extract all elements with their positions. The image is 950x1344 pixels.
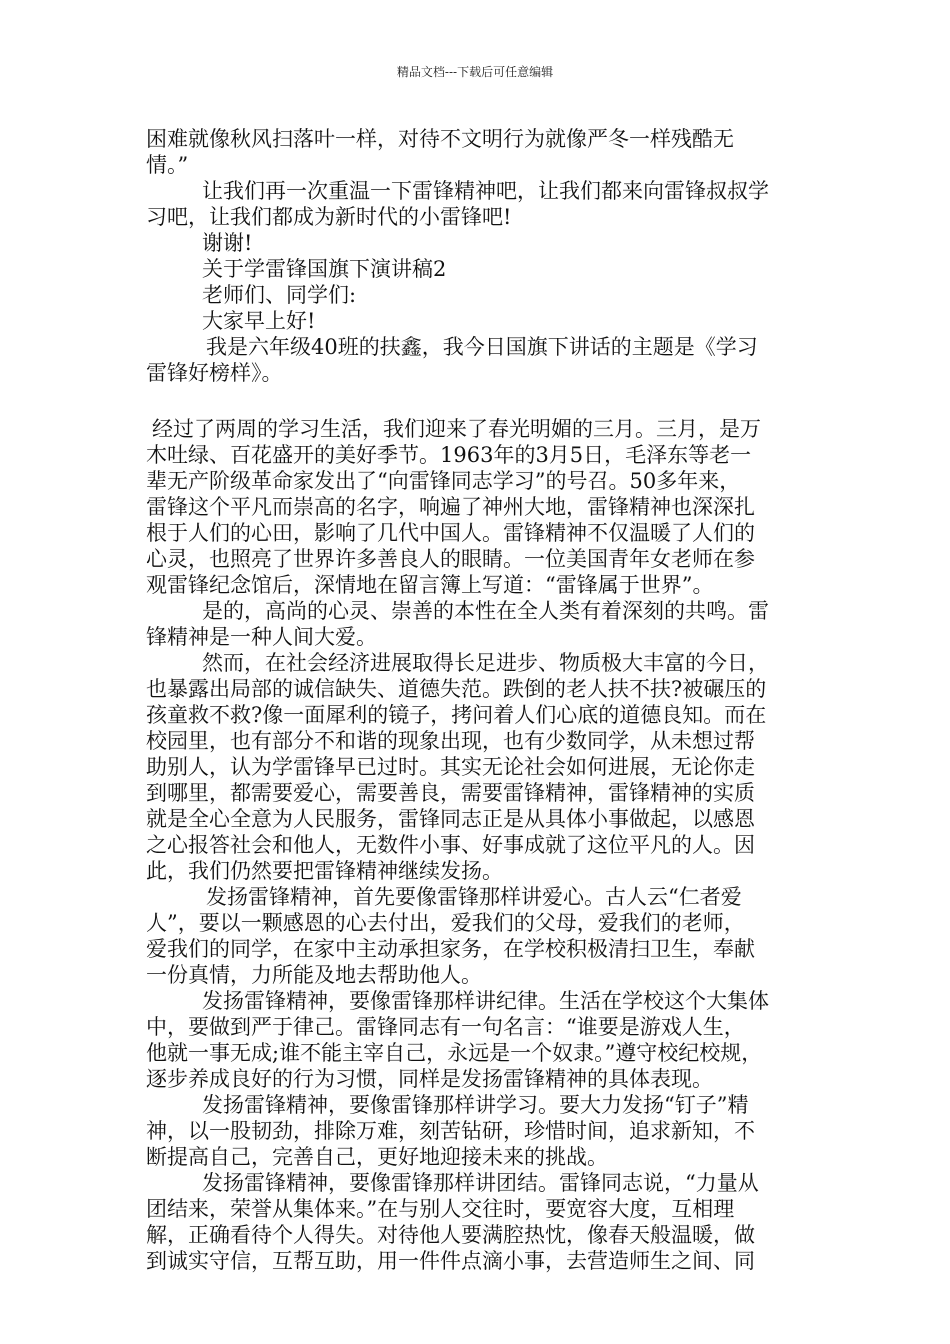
text-line: 情。”	[146, 153, 189, 177]
text-line: 此，我们仍然要把雷锋精神继续发扬。	[146, 859, 503, 883]
text-line: 木吐绿、百花盛开的美好季节。1963年的3月5日，毛泽东等老一	[146, 443, 752, 467]
text-line: 锋精神是一种人间大爱。	[146, 625, 377, 649]
text-line: 发扬雷锋精神，要像雷锋那样讲学习。要大力发扬“钉子”精	[202, 1093, 749, 1117]
text-line: 爱我们的同学，在家中主动承担家务，在学校积极清扫卫生，奉献	[146, 937, 755, 961]
text-line: 也暴露出局部的诚信缺失、道德失范。跌倒的老人扶不扶?被碾压的	[146, 677, 767, 701]
text-line: 他就一事无成;谁不能主宰自己，永远是一个奴隶。”遵守校纪校规，	[146, 1041, 763, 1065]
text-line: 一份真情，力所能及地去帮助他人。	[146, 963, 482, 987]
text-line: 让我们再一次重温一下雷锋精神吧，让我们都来向雷锋叔叔学	[202, 179, 769, 203]
text-line: 老师们、同学们:	[202, 283, 357, 307]
text-line: 就是全心全意为人民服务，雷锋同志正是从具体小事做起，以感恩	[146, 807, 755, 831]
text-line: 根于人们的心田，影响了几代中国人。雷锋精神不仅温暖了人们的	[146, 521, 755, 545]
text-line: 助别人，认为学雷锋早已过时。其实无论社会如何进展，无论你走	[146, 755, 755, 779]
text-line: 然而，在社会经济进展取得长足进步、物质极大丰富的今日，	[202, 651, 769, 675]
blank-line	[146, 386, 814, 416]
text-line: 发扬雷锋精神，要像雷锋那样讲纪律。生活在学校这个大集体	[202, 989, 769, 1013]
text-line: 到哪里，都需要爱心，需要善良，需要雷锋精神，雷锋精神的实质	[146, 781, 755, 805]
text-line: 大家早上好!	[202, 309, 316, 333]
text-line: 校园里，也有部分不和谐的现象出现，也有少数同学，从未想过帮	[146, 729, 755, 753]
text-line: 困难就像秋风扫落叶一样，对待不文明行为就像严冬一样残酷无	[146, 127, 734, 151]
text-line: 谢谢!	[202, 231, 253, 255]
text-line: 观雷锋纪念馆后，深情地在留言簿上写道：“雷锋属于世界”。	[146, 573, 714, 597]
text-line: 发扬雷锋精神，首先要像雷锋那样讲爱心。古人云“仁者爱	[206, 885, 742, 909]
text-line: 解，正确看待个人得失。对待他人要满腔热忱，像春天般温暖，做	[146, 1223, 755, 1247]
text-line: 雷锋这个平凡而崇高的名字，响遍了神州大地，雷锋精神也深深扎	[146, 495, 755, 519]
text-line: 关于学雷锋国旗下演讲稿2	[202, 257, 447, 281]
text-line: 孩童救不救?像一面犀利的镜子，拷问着人们心底的道德良知。而在	[146, 703, 767, 727]
text-line: 我是六年级40班的扶鑫，我今日国旗下讲话的主题是《学习	[206, 335, 758, 359]
text-line: 人”，要以一颗感恩的心去付出，爱我们的父母，爱我们的老师，	[146, 911, 745, 935]
text-line: 之心报答社会和他人，无数件小事、好事成就了这位平凡的人。因	[146, 833, 755, 857]
document-body	[146, 126, 814, 1274]
text-line: 心灵，也照亮了世界许多善良人的眼睛。一位美国青年女老师在参	[146, 547, 755, 571]
text-line: 发扬雷锋精神，要像雷锋那样讲团结。雷锋同志说，“力量从	[202, 1171, 759, 1195]
text-line: 到诚实守信，互帮互助，用一件件点滴小事，去营造师生之间、同	[146, 1249, 755, 1273]
text-line: 是的，高尚的心灵、崇善的本性在全人类有着深刻的共鸣。雷	[202, 599, 769, 623]
text-line: 雷锋好榜样》。	[146, 361, 283, 385]
text-line: 辈无产阶级革命家发出了“向雷锋同志学习”的号召。50多年来，	[146, 469, 741, 493]
page-header: 精品文档---下载后可任意编辑	[396, 65, 554, 79]
text-line: 逐步养成良好的行为习惯，同样是发扬雷锋精神的具体表现。	[146, 1067, 713, 1091]
text-line: 经过了两周的学习生活，我们迎来了春光明媚的三月。三月，是万	[152, 417, 761, 441]
text-line: 神，以一股韧劲，排除万难，刻苦钻研，珍惜时间，追求新知，不	[146, 1119, 755, 1143]
text-line: 断提高自己，完善自己，更好地迎接未来的挑战。	[146, 1145, 608, 1169]
text-line: 中，要做到严于律己。雷锋同志有一句名言：“谁要是游戏人生，	[146, 1015, 745, 1039]
text-line: 习吧，让我们都成为新时代的小雷锋吧!	[146, 205, 512, 229]
text-line: 团结来，荣誉从集体来。”在与别人交往时，要宽容大度，互相理	[146, 1197, 735, 1221]
